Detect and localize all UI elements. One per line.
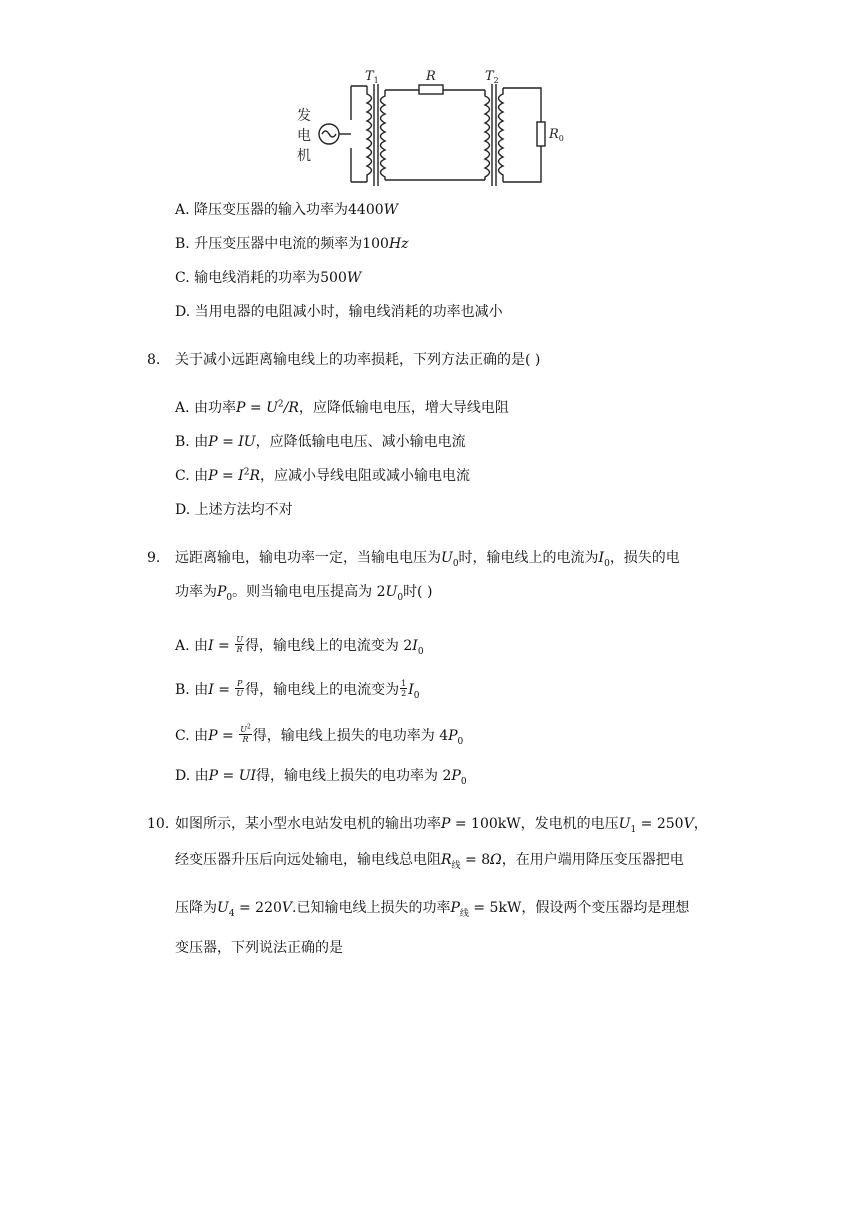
q9-d-letter: D.: [175, 768, 191, 784]
q7-c-unit: W: [346, 270, 362, 286]
q7-d-letter: D.: [175, 304, 191, 320]
q10-l3-a: 压降为: [175, 900, 217, 916]
q8-c-formula: $P = I^2R$: [208, 467, 260, 484]
q7-a-letter: A.: [175, 202, 190, 218]
q7-a-unit: W: [383, 202, 399, 218]
q9-d-pre: 由: [194, 768, 209, 784]
q10-r-line: $R_线 = 8\Omega$: [441, 852, 502, 871]
q9-u0: $U_0$: [441, 550, 459, 569]
t2-secondary-coil: [499, 88, 504, 182]
label-r: R: [426, 69, 436, 84]
q7-option-c: [175, 268, 361, 288]
q10-l3-b: .已知输电线上损失的功率: [292, 900, 451, 916]
q10-l1-b: ，发电机的电压: [520, 816, 619, 832]
q8-b-letter: B.: [175, 434, 190, 450]
q9-b-i0: $I_0$: [408, 682, 420, 701]
q8-c-post: ，应减小导线电阻或减小输电电流: [260, 468, 470, 484]
q9-u0-2: $U_0$: [385, 584, 404, 603]
label-t2: $T_2$: [485, 69, 499, 85]
q9-l1-c: ，损失的电: [609, 550, 680, 566]
q7-option-a: [175, 200, 398, 220]
q7-b-unit: Hz: [388, 236, 409, 252]
q9-i0: $I_0$: [598, 550, 610, 569]
q8-b-post: ，应降低输电电压、减小输电电流: [255, 434, 466, 450]
q7-a-text: 降压变压器的输入功率为: [194, 202, 349, 218]
label-r0: $R_0$: [549, 127, 564, 143]
q7-b-letter: B.: [175, 236, 190, 252]
q10-number: 10.: [147, 816, 170, 832]
q7-d-text: 当用电器的电阻减小时，输电线消耗的功率也减小: [194, 304, 503, 320]
q7-b-text: 升压变压器中电流的频率为: [194, 236, 363, 252]
q9-a-formula: I = $\frac{U}{R}$: [208, 634, 243, 654]
q9-a-i0: $I_0$: [412, 638, 424, 657]
label-generator-1: 发: [297, 108, 311, 124]
q8-option-c: [175, 466, 470, 486]
q10-l3-c: ，假设两个变压器均是理想: [521, 900, 690, 916]
q10-l1-a: 如图所示，某小型水电站发电机的输出功率: [175, 816, 441, 832]
q7-option-d: [175, 302, 503, 322]
q9-a-mid: 得，输电线上的电流变为 2: [244, 638, 413, 654]
q10-line-3: [175, 898, 689, 918]
t1-core: [374, 84, 378, 186]
q8-a-pre: 由功率: [194, 400, 237, 416]
q9-c-letter: C.: [175, 728, 190, 744]
t2-primary-coil: [485, 90, 490, 180]
q8-b-pre: 由: [194, 434, 209, 450]
q9-option-d: [175, 766, 467, 786]
q9-stem-line-2: [175, 582, 432, 602]
t1-secondary-coil: [381, 90, 386, 180]
q9-b-formula: I = $\frac{P}{U}$: [208, 678, 244, 698]
q10-p-line: $P_线 = 5kW$: [450, 900, 522, 919]
q7-option-b: [175, 234, 409, 254]
q10-l1-comma: ，: [693, 816, 708, 832]
q7-c-letter: C.: [175, 270, 190, 286]
q9-b-letter: B.: [175, 682, 190, 698]
q9-c-formula: P = $\frac{U^2}{R}$: [208, 722, 251, 744]
q9-c-p0: $P_0$: [448, 728, 464, 747]
q8-number: 8.: [147, 352, 161, 368]
q9-option-b: [175, 680, 419, 700]
q8-c-pre: 由: [194, 468, 209, 484]
q9-l2-c: 时( ): [403, 584, 433, 600]
q7-c-text: 输电线消耗的功率为: [194, 270, 321, 286]
load-wire-bottom: [503, 146, 541, 182]
q8-a-formula: $P = U^2/R$: [236, 399, 299, 416]
q9-number: 9.: [147, 550, 161, 566]
resistor-r: [419, 85, 443, 94]
load-wire-top: [503, 88, 541, 122]
q7-c-num: 500: [320, 270, 347, 286]
q8-c-letter: C.: [175, 468, 190, 484]
q10-p: P = 100kW: [441, 816, 521, 832]
t2-core: [492, 84, 496, 186]
q8-b-formula: P = IU: [208, 434, 256, 450]
q10-l2-a: 经变压器升压后向远处输电，输电线总电阻: [175, 852, 441, 868]
q10-line-4: 变压器，下列说法正确的是: [175, 940, 343, 956]
q9-stem-line-1: [175, 548, 680, 568]
q9-d-mid: 得，输电线上损失的电功率为 2: [256, 768, 452, 784]
q9-c-pre: 由: [194, 728, 209, 744]
q9-d-p0: $P_0$: [451, 768, 467, 787]
q9-a-pre: 由: [194, 638, 209, 654]
q9-b-mid: 得，输电线上的电流变为: [245, 682, 400, 698]
q9-l1-a: 远距离输电，输电功率一定，当输电电压为: [175, 550, 441, 566]
label-generator-2: 电: [297, 128, 311, 144]
q9-p0: $P_0$: [217, 584, 233, 603]
q9-option-c: [175, 722, 464, 747]
q9-option-a: [175, 636, 424, 656]
q9-l1-b: 时，输电线上的电流为: [458, 550, 599, 566]
label-t1: $T_1$: [365, 69, 379, 85]
label-generator-3: 机: [297, 148, 311, 164]
q9-b-half: $\frac{1}{2}$: [401, 678, 407, 698]
q10-u4: $U_4 = 220V$: [217, 900, 293, 919]
q10-line-1: [175, 814, 708, 834]
q8-d-text: 上述方法均不对: [194, 502, 293, 518]
resistor-r0: [537, 122, 545, 146]
q7-a-num: 4400: [348, 202, 384, 218]
q10-line-2: [175, 850, 684, 870]
q9-l2-a: 功率为: [175, 584, 217, 600]
t1-primary-coil: [367, 86, 372, 182]
q9-c-mid: 得，输电线上损失的电功率为 4: [252, 728, 449, 744]
q8-a-post: ，应降低输电电压，增大导线电阻: [298, 400, 509, 416]
q9-b-pre: 由: [194, 682, 209, 698]
q9-d-formula: P = UI: [208, 768, 257, 784]
q8-a-letter: A.: [175, 400, 190, 416]
q8-option-b: [175, 432, 466, 452]
q9-l2-b: 。则当输电电压提高为 2: [232, 584, 386, 600]
q10-u1: $U_1 = 250V$: [618, 816, 694, 835]
circuit-diagram: [293, 64, 564, 192]
q8-option-a: [175, 398, 509, 418]
q9-a-letter: A.: [175, 638, 190, 654]
q8-stem: 关于减小远距离输电线上的功率损耗，下列方法正确的是( ): [175, 352, 541, 368]
q8-option-d: [175, 500, 293, 520]
q10-l2-b: ，在用户端用降压变压器把电: [501, 852, 684, 868]
q8-d-letter: D.: [175, 502, 191, 518]
q7-b-num: 100: [362, 236, 389, 252]
transformer-circuit-svg: [293, 64, 564, 192]
